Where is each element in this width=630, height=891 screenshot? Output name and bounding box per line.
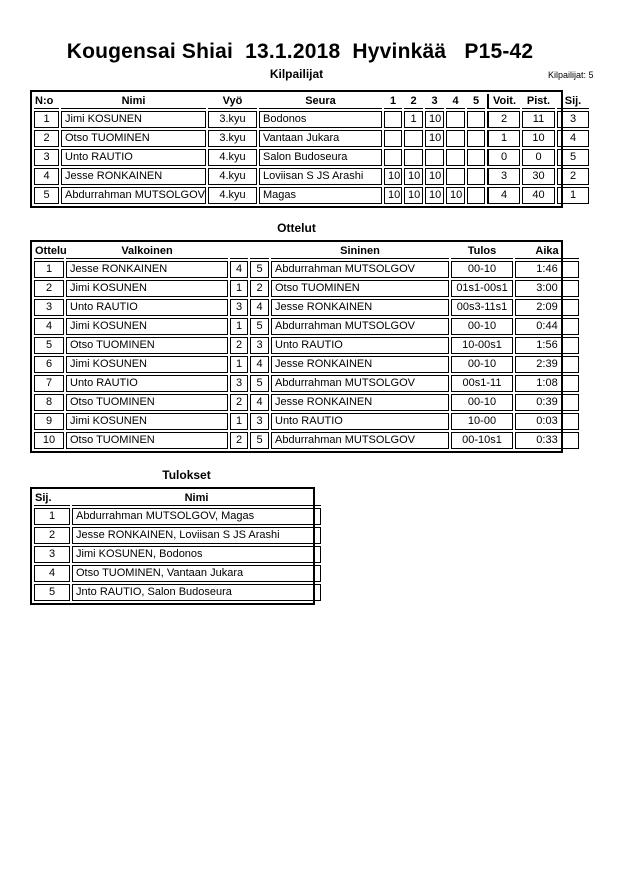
blue-player-cell: Abdurrahman MUTSOLGOV — [271, 375, 449, 392]
competitor-points-cell: 0 — [522, 149, 555, 166]
result-row — [34, 546, 321, 563]
col-header-white-no — [230, 244, 248, 259]
match-number-cell: 9 — [34, 413, 64, 430]
score-cell-4 — [446, 111, 465, 128]
score-cell-4 — [446, 149, 465, 166]
match-row — [34, 280, 579, 297]
match-number-cell: 5 — [34, 337, 64, 354]
score-cell-3 — [425, 149, 444, 166]
col-header-result-name: Nimi — [72, 491, 321, 506]
score-cell-4 — [446, 130, 465, 147]
result-place-cell: 3 — [34, 546, 70, 563]
blue-player-number-cell: 5 — [250, 432, 269, 449]
blue-player-number-cell: 4 — [250, 394, 269, 411]
match-number-cell: 1 — [34, 261, 64, 278]
blue-player-cell: Unto RAUTIO — [271, 413, 449, 430]
col-header-no: N:o — [34, 94, 59, 109]
match-row — [34, 261, 579, 278]
match-time-cell: 2:39 — [515, 356, 579, 373]
competitor-wins-cell: 2 — [487, 111, 520, 128]
white-player-number-cell: 4 — [230, 261, 248, 278]
results-header-row — [34, 491, 321, 506]
col-header-opp4: 4 — [446, 94, 465, 109]
white-player-cell: Unto RAUTIO — [66, 299, 228, 316]
white-player-number-cell: 3 — [230, 375, 248, 392]
score-cell-3: 10 — [425, 168, 444, 185]
matches-table — [30, 240, 563, 453]
competitor-number-cell: 4 — [34, 168, 59, 185]
competitor-row — [34, 149, 589, 166]
competitor-name-cell: Abdurrahman MUTSOLGOV — [61, 187, 206, 204]
match-row — [34, 432, 579, 449]
result-name-cell: Jimi KOSUNEN, Bodonos — [72, 546, 321, 563]
match-number-cell: 7 — [34, 375, 64, 392]
score-cell-2: 10 — [404, 168, 423, 185]
result-name-cell: Jnto RAUTIO, Salon Budoseura — [72, 584, 321, 601]
score-cell-5 — [467, 187, 485, 204]
blue-player-cell: Unto RAUTIO — [271, 337, 449, 354]
white-player-number-cell: 2 — [230, 394, 248, 411]
blue-player-cell: Abdurrahman MUTSOLGOV — [271, 432, 449, 449]
competitor-number-cell: 2 — [34, 130, 59, 147]
result-place-cell: 1 — [34, 508, 70, 525]
match-time-cell: 1:56 — [515, 337, 579, 354]
score-cell-5 — [467, 149, 485, 166]
col-header-place: Sij. — [557, 94, 589, 109]
competitor-belt-cell: 3.kyu — [208, 111, 257, 128]
blue-player-cell: Abdurrahman MUTSOLGOV — [271, 261, 449, 278]
match-result-cell: 00-10 — [451, 356, 513, 373]
competitor-club-cell: Loviisan S JS Arashi — [259, 168, 382, 185]
match-result-cell: 00-10 — [451, 261, 513, 278]
white-player-cell: Jimi KOSUNEN — [66, 356, 228, 373]
competitor-points-cell: 30 — [522, 168, 555, 185]
match-row — [34, 413, 579, 430]
white-player-cell: Otso TUOMINEN — [66, 432, 228, 449]
competitor-row — [34, 187, 589, 204]
white-player-cell: Otso TUOMINEN — [66, 337, 228, 354]
competitor-wins-cell: 1 — [487, 130, 520, 147]
score-cell-2: 10 — [404, 187, 423, 204]
blue-player-number-cell: 4 — [250, 299, 269, 316]
matches-table-header — [34, 244, 579, 259]
match-number-cell: 3 — [34, 299, 64, 316]
results-table-header — [34, 491, 321, 506]
competitor-number-cell: 3 — [34, 149, 59, 166]
score-cell-4 — [446, 168, 465, 185]
competitor-belt-cell: 4.kyu — [208, 187, 257, 204]
competitors-table-body — [34, 111, 589, 204]
results-heading: Tulokset — [162, 468, 211, 482]
match-time-cell: 0:39 — [515, 394, 579, 411]
score-cell-4: 10 — [446, 187, 465, 204]
match-row — [34, 299, 579, 316]
blue-player-cell: Jesse RONKAINEN — [271, 299, 449, 316]
match-time-cell: 0:44 — [515, 318, 579, 335]
white-player-cell: Unto RAUTIO — [66, 375, 228, 392]
subhead-row — [30, 67, 594, 82]
score-cell-2 — [404, 130, 423, 147]
competitor-points-cell: 11 — [522, 111, 555, 128]
competitor-name-cell: Jesse RONKAINEN — [61, 168, 206, 185]
competitor-belt-cell: 4.kyu — [208, 149, 257, 166]
competitors-table-header — [34, 94, 589, 109]
competitors-table-grid — [32, 92, 591, 206]
col-header-opp2: 2 — [404, 94, 423, 109]
competitor-club-cell: Vantaan Jukara — [259, 130, 382, 147]
competitor-number-cell: 5 — [34, 187, 59, 204]
blue-player-cell: Jesse RONKAINEN — [271, 356, 449, 373]
score-cell-1: 10 — [384, 187, 402, 204]
competitors-header-row — [34, 94, 589, 109]
blue-player-number-cell: 5 — [250, 261, 269, 278]
white-player-number-cell: 1 — [230, 413, 248, 430]
score-cell-1 — [384, 149, 402, 166]
white-player-number-cell: 3 — [230, 299, 248, 316]
results-table — [30, 487, 315, 605]
matches-header-row — [34, 244, 579, 259]
competitor-number-cell: 1 — [34, 111, 59, 128]
match-time-cell: 1:08 — [515, 375, 579, 392]
match-number-cell: 2 — [34, 280, 64, 297]
white-player-number-cell: 2 — [230, 432, 248, 449]
score-cell-2 — [404, 149, 423, 166]
result-row — [34, 527, 321, 544]
result-row — [34, 508, 321, 525]
col-header-club: Seura — [259, 94, 382, 109]
result-name-cell: Otso TUOMINEN, Vantaan Jukara — [72, 565, 321, 582]
white-player-number-cell: 1 — [230, 356, 248, 373]
white-player-cell: Otso TUOMINEN — [66, 394, 228, 411]
white-player-number-cell: 1 — [230, 318, 248, 335]
competitor-wins-cell: 0 — [487, 149, 520, 166]
match-result-cell: 00-10 — [451, 394, 513, 411]
col-header-opp5: 5 — [467, 94, 485, 109]
matches-heading: Ottelut — [277, 221, 316, 235]
competitor-row — [34, 111, 589, 128]
white-player-cell: Jimi KOSUNEN — [66, 413, 228, 430]
competitor-club-cell: Bodonos — [259, 111, 382, 128]
match-number-cell: 10 — [34, 432, 64, 449]
competitor-place-cell: 1 — [557, 187, 589, 204]
col-header-result-place: Sij. — [34, 491, 70, 506]
matches-table-body — [34, 261, 579, 449]
matches-table-grid — [32, 242, 581, 451]
blue-player-cell: Otso TUOMINEN — [271, 280, 449, 297]
competitor-place-cell: 2 — [557, 168, 589, 185]
match-row — [34, 318, 579, 335]
competitor-name-cell: Unto RAUTIO — [61, 149, 206, 166]
match-time-cell: 2:09 — [515, 299, 579, 316]
col-header-name: Nimi — [61, 94, 206, 109]
results-table-grid — [32, 489, 323, 603]
competitor-belt-cell: 3.kyu — [208, 130, 257, 147]
white-player-cell: Jesse RONKAINEN — [66, 261, 228, 278]
match-time-cell: 0:33 — [515, 432, 579, 449]
col-header-result: Tulos — [451, 244, 513, 259]
white-player-number-cell: 2 — [230, 337, 248, 354]
result-place-cell: 2 — [34, 527, 70, 544]
match-result-cell: 10-00s1 — [451, 337, 513, 354]
score-cell-2: 1 — [404, 111, 423, 128]
match-result-cell: 00s3-11s1 — [451, 299, 513, 316]
score-cell-1 — [384, 130, 402, 147]
match-result-cell: 01s1-00s1 — [451, 280, 513, 297]
col-header-opp3: 3 — [425, 94, 444, 109]
competitor-club-cell: Salon Budoseura — [259, 149, 382, 166]
blue-player-number-cell: 2 — [250, 280, 269, 297]
col-header-match: Ottelu — [35, 245, 67, 257]
col-header-time: Aika — [515, 244, 579, 259]
score-cell-1: 10 — [384, 168, 402, 185]
col-header-points: Pist. — [522, 94, 555, 109]
blue-player-cell: Abdurrahman MUTSOLGOV — [271, 318, 449, 335]
match-result-cell: 10-00 — [451, 413, 513, 430]
competitor-place-cell: 3 — [557, 111, 589, 128]
white-player-number-cell: 1 — [230, 280, 248, 297]
competitor-place-cell: 4 — [557, 130, 589, 147]
match-number-cell: 6 — [34, 356, 64, 373]
result-name-cell: Jesse RONKAINEN, Loviisan S JS Arashi — [72, 527, 321, 544]
col-header-blue-no — [250, 244, 269, 259]
blue-player-number-cell: 5 — [250, 375, 269, 392]
match-time-cell: 1:46 — [515, 261, 579, 278]
match-time-cell: 0:03 — [515, 413, 579, 430]
competitor-row — [34, 130, 589, 147]
col-header-opp1: 1 — [384, 94, 402, 109]
competitor-wins-cell: 3 — [487, 168, 520, 185]
match-result-cell: 00-10 — [451, 318, 513, 335]
competitor-name-cell: Jimi KOSUNEN — [61, 111, 206, 128]
competitor-points-cell: 40 — [522, 187, 555, 204]
result-row — [34, 565, 321, 582]
competitor-belt-cell: 4.kyu — [208, 168, 257, 185]
competitor-wins-cell: 4 — [487, 187, 520, 204]
match-time-cell: 3:00 — [515, 280, 579, 297]
match-result-cell: 00s1-11 — [451, 375, 513, 392]
match-row — [34, 356, 579, 373]
result-name-cell: Abdurrahman MUTSOLGOV, Magas — [72, 508, 321, 525]
score-cell-5 — [467, 168, 485, 185]
match-number-cell: 4 — [34, 318, 64, 335]
result-place-cell: 4 — [34, 565, 70, 582]
competitor-row — [34, 168, 589, 185]
match-row — [34, 375, 579, 392]
result-place-cell: 5 — [34, 584, 70, 601]
col-header-wins: Voit. — [487, 94, 520, 109]
competitor-points-cell: 10 — [522, 130, 555, 147]
score-cell-5 — [467, 111, 485, 128]
score-cell-3: 10 — [425, 111, 444, 128]
white-player-cell: Jimi KOSUNEN — [66, 280, 228, 297]
col-header-blue: Sininen — [271, 244, 449, 259]
blue-player-number-cell: 5 — [250, 318, 269, 335]
blue-player-number-cell: 4 — [250, 356, 269, 373]
match-number-cell: 8 — [34, 394, 64, 411]
competitor-count-label: Kilpailijat: 5 — [548, 70, 594, 80]
col-header-belt: Vyö — [208, 94, 257, 109]
white-player-cell: Jimi KOSUNEN — [66, 318, 228, 335]
score-cell-1 — [384, 111, 402, 128]
match-result-cell: 00-10s1 — [451, 432, 513, 449]
competitor-place-cell: 5 — [557, 149, 589, 166]
match-row — [34, 337, 579, 354]
col-header-white: Valkoinen — [66, 244, 228, 259]
competitors-table — [30, 90, 582, 208]
results-table-body — [34, 508, 321, 601]
competitors-heading: Kilpailijat — [269, 67, 324, 81]
blue-player-number-cell: 3 — [250, 337, 269, 354]
blue-player-number-cell: 3 — [250, 413, 269, 430]
score-cell-5 — [467, 130, 485, 147]
match-row — [34, 394, 579, 411]
score-cell-3: 10 — [425, 187, 444, 204]
competitor-club-cell: Magas — [259, 187, 382, 204]
result-row — [34, 584, 321, 601]
page-title: Kougensai Shiai 13.1.2018 Hyvinkää P15-42 — [66, 40, 534, 63]
competitor-name-cell: Otso TUOMINEN — [61, 130, 206, 147]
blue-player-cell: Jesse RONKAINEN — [271, 394, 449, 411]
score-cell-3: 10 — [425, 130, 444, 147]
